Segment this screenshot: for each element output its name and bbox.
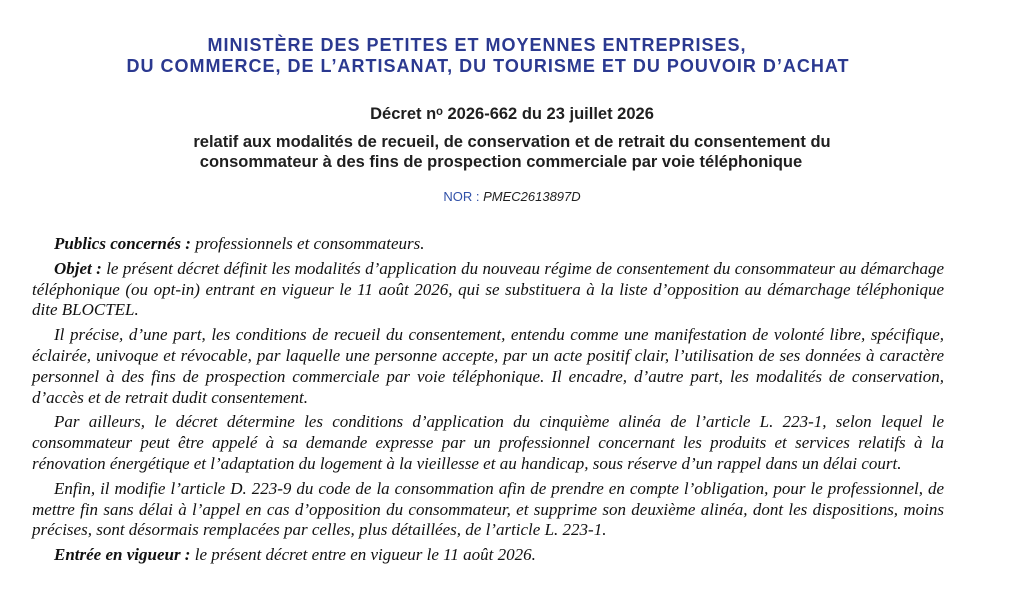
entree-en-vigueur-paragraph — [32, 545, 944, 566]
entree-label: Entrée en vigueur : — [54, 545, 191, 565]
publics-text: professionnels et consommateurs. — [195, 234, 425, 253]
ministry-name-line1: MINISTÈRE DES PETITES ET MOYENNES ENTREPRISES, — [207, 35, 747, 55]
nor-reference — [0, 189, 1024, 204]
callback-conditions-paragraph: Par ailleurs, le décret détermine les conditions d’application du cinquième alinéa de l’article L. 223-1, selon lequel le consommateur peut être appelé à sa demande expresse par un professionnel concernant les produits et services relatifs à la rénovation énergétique et l’adaptation du logement à la vieillesse et au handicap, sous réserve d’un rappel dans un délai court. — [32, 412, 944, 473]
publics-label: Publics concernés : — [54, 234, 191, 253]
nor-label: NOR : — [443, 189, 480, 204]
ministry-name-line2: DU COMMERCE, DE L’ARTISANAT, DU TOURISME ET DU POUVOIR D’ACHAT — [126, 56, 850, 76]
decree-subject-line2: consommateur à des fins de prospection commerciale par voie téléphonique — [199, 153, 803, 171]
objet-paragraph — [32, 259, 944, 321]
objet-label: Objet : — [54, 258, 102, 278]
objet-text: le présent décret définit les modalités d’application du nouveau régime de consentement du consommateur au démarchage téléphonique (ou opt-in) entrant en vigueur le 11 août 2026, qui se substituera à la liste d’opposition au démarchage téléphonique dite BLOCTEL. — [32, 258, 944, 320]
decree-title: Décret nᵒ 2026-662 du 23 juillet 2026 — [370, 105, 654, 123]
entree-text: le présent décret entre en vigueur le 11 août 2026. — [194, 545, 536, 565]
decree-summary — [32, 234, 944, 570]
decree-subject-line1: relatif aux modalités de recueil, de conservation et de retrait du consentement du — [193, 133, 831, 151]
article-modification-paragraph: Enfin, il modifie l’article D. 223-9 du code de la consommation afin de prendre en compte l’obligation, pour le professionnel, de mettre fin sans délai à l’appel en cas d’opposition du consommateur, et supprime son deuxième alinéa, dont les dispositions, moins précises, sont désormais remplacées par celles, plus détaillées, de l’article L. 223-1. — [32, 478, 944, 540]
publics-concernes-paragraph — [32, 234, 944, 255]
nor-value: PMEC2613897D — [483, 189, 581, 204]
consent-conditions-paragraph: Il précise, d’une part, les conditions de recueil du consentement, entendu comme une manifestation de volonté libre, spécifique, éclairée, univoque et révocable, par laquelle une personne accepte, par un acte positif clair, l’utilisation de ses données à caractère personnel à des fins de prospection commerciale par voie téléphonique. Il encadre, d’autre part, les modalités de conservation, d’accès et de retrait dudit consentement. — [32, 325, 944, 407]
